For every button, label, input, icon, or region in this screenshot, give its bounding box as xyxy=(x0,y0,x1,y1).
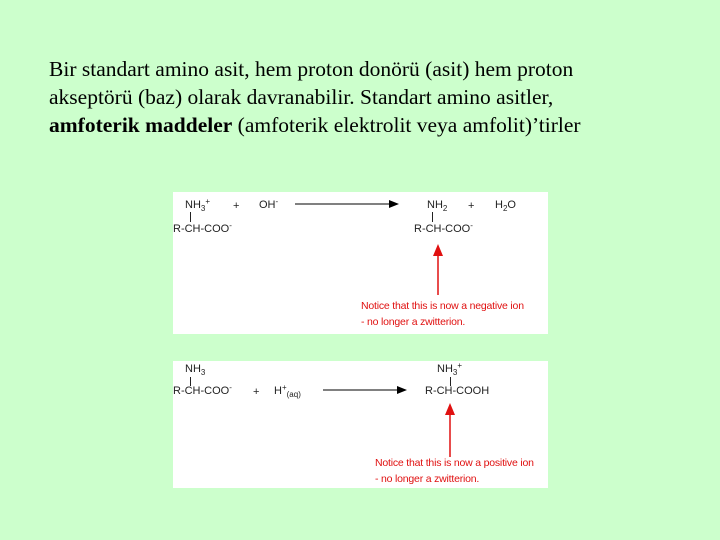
r1-reagent: OH- xyxy=(259,197,279,211)
r1-plus-1: + xyxy=(233,200,240,212)
r2-note-line-1: Notice that this is now a positive ion xyxy=(375,457,534,469)
r2-reactant-top: $NH_3$ xyxy=(185,363,206,377)
r1-reactant-bottom: R-CH-COO- xyxy=(173,221,232,235)
r2-reactant-bottom: R-CH-COO- xyxy=(173,383,232,397)
paragraph-line-1: Bir standart amino asit, hem proton donörü (asit) hem proton xyxy=(49,57,574,81)
r1-reactant-top: $NH_3^+$ xyxy=(185,197,211,213)
r2-reaction-arrow-head xyxy=(397,386,407,394)
r2-product-top: $NH_3^+$ xyxy=(437,361,463,377)
r1-byproduct: $H_2O$ xyxy=(495,199,516,213)
r1-product-top: $NH_2$ xyxy=(427,199,448,213)
r1-note-arrow-head xyxy=(433,244,443,256)
r2-note-line-2: - no longer a zwitterion. xyxy=(375,473,480,485)
r1-note-line-1: Notice that this is now a negative ion xyxy=(361,300,524,312)
r2-note-arrow-head xyxy=(445,403,455,415)
bold-term: amfoterik maddeler xyxy=(49,113,233,137)
r1-product-bottom: R-CH-COO- xyxy=(414,221,473,235)
paragraph-line-3-rest: (amfoterik elektrolit veya amfolit)’tirler xyxy=(232,113,581,137)
r1-reaction-arrow-head xyxy=(389,200,399,208)
r2-product-bottom: R-CH-COOH xyxy=(425,385,490,397)
r1-plus-2: + xyxy=(468,200,475,212)
paragraph-line-3 xyxy=(49,111,689,139)
reaction-1-panel xyxy=(173,192,548,334)
r2-plus-1: + xyxy=(253,386,260,398)
paragraph-line-2: akseptörü (baz) olarak davranabilir. Standart amino asitler, xyxy=(49,85,554,109)
r2-reagent: $H^+_{(aq)}$ xyxy=(274,383,301,399)
reaction-2-panel xyxy=(173,361,548,488)
r1-note-line-2: - no longer a zwitterion. xyxy=(361,316,466,328)
description-paragraph xyxy=(49,55,689,139)
